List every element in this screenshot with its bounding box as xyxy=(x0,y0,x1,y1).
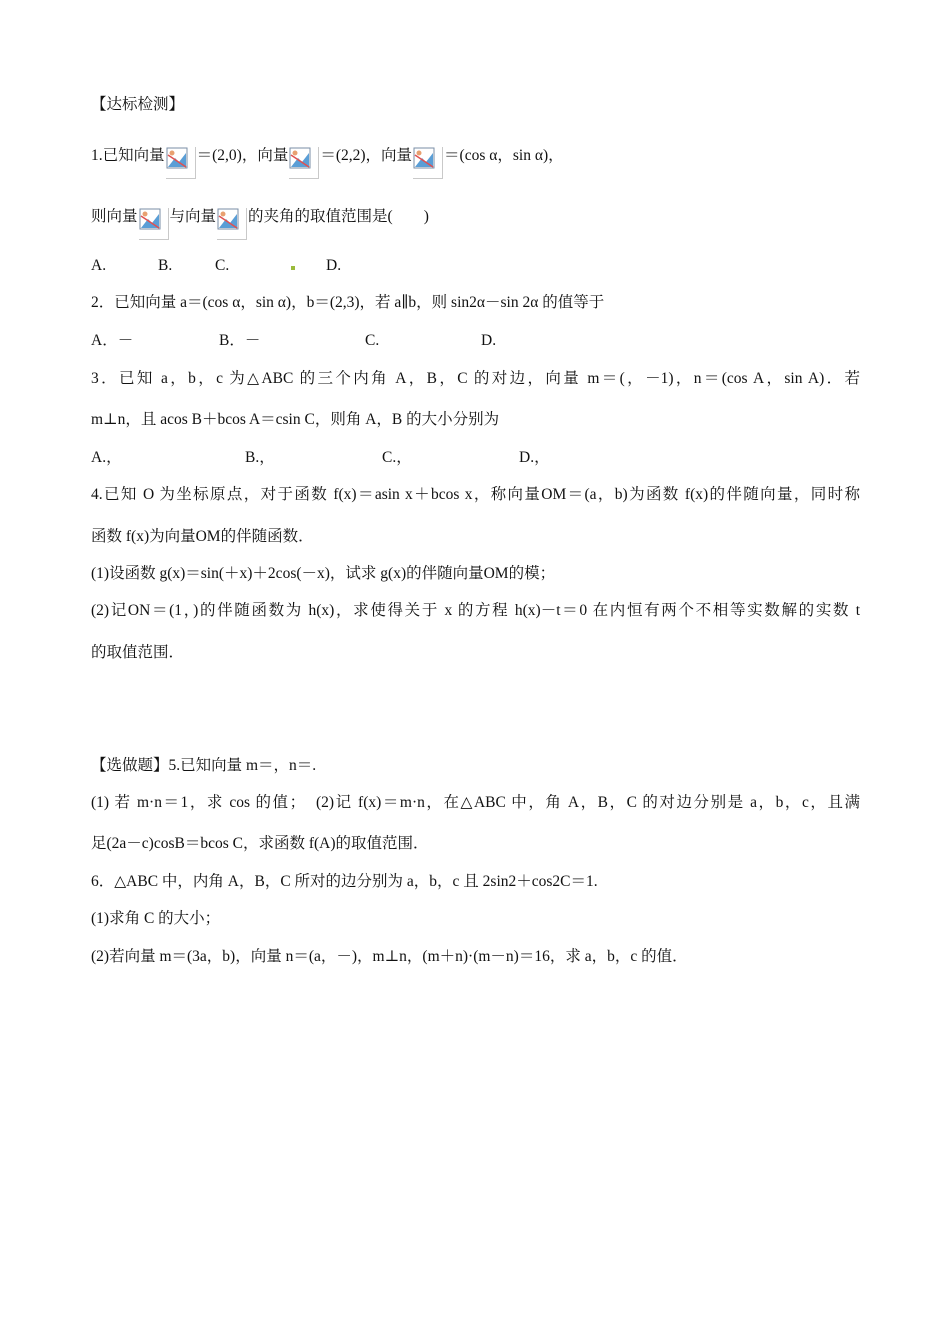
q3-line1: 3．已知 a，b，c 为△ABC 的三个内角 A，B，C 的对边，向量 m＝(，－1)，n＝(cos A，sin A)．若 xyxy=(91,370,860,387)
q1-line2 xyxy=(91,194,860,228)
q1-option-b: B. xyxy=(158,257,173,274)
q1-text-5: 则向量 xyxy=(91,208,138,225)
mark-dot xyxy=(291,266,295,270)
broken-image-icon xyxy=(217,208,247,240)
section-heading: 【达标检测】 xyxy=(91,96,185,113)
q4-line2: 函数 f(x)为向量OM的伴随函数． xyxy=(91,528,314,545)
q1-text-1: 1.已知向量 xyxy=(91,147,165,164)
q2-option-a: A．－ xyxy=(91,332,134,349)
broken-image-icon xyxy=(166,147,196,179)
q3-line2: m⊥n，且 acos B＋bcos A＝csin C，则角 A，B 的大小分别为 xyxy=(91,411,500,428)
q2-option-d: D. xyxy=(481,332,497,349)
q4-line1: 4.已知 O 为坐标原点，对于函数 f(x)＝asin x＋bcos x，称向量OM＝(a，b)为函数 f(x)的伴随向量，同时称 xyxy=(91,486,860,503)
q5-line2: (1) 若 m·n＝1，求 cos 的值； (2)记 f(x)＝m·n，在△ABC 中，角 A，B，C 的对边分别是 a，b，c，且满 xyxy=(91,794,860,811)
q5-line1: 【选做题】5.已知向量 m＝，n＝. xyxy=(91,757,317,774)
q2-option-c: C. xyxy=(365,332,380,349)
q5-line3: 足(2a－c)cosB＝bcos C，求函数 f(A)的取值范围． xyxy=(91,835,429,852)
q1-option-d: D. xyxy=(326,257,342,274)
q4-line5: 的取值范围． xyxy=(91,644,185,661)
q6-line1: 6．△ABC 中，内角 A，B，C 所对的边分别为 a，b，c 且 2sin2＋cos2C＝1. xyxy=(91,873,598,890)
q1-text-4: ＝(cos α，sin α)， xyxy=(444,147,564,164)
q1-text-7: 的夹角的取值范围是( ) xyxy=(248,208,429,225)
q3-option-b: B.， xyxy=(245,449,275,466)
q3-option-c: C.， xyxy=(382,449,412,466)
broken-image-icon xyxy=(413,147,443,179)
q1-line1 xyxy=(91,133,860,167)
q6-line2: (1)求角 C 的大小； xyxy=(91,910,221,927)
q1-option-c: C. xyxy=(215,257,230,274)
q4-line4: (2)记ON＝(1，)的伴随函数为 h(x)，求使得关于 x 的方程 h(x)－t＝0 在内恒有两个不相等实数解的实数 t xyxy=(91,602,860,619)
q1-text-6: 与向量 xyxy=(169,208,217,225)
q2-option-b: B．－ xyxy=(219,332,261,349)
q4-line3: (1)设函数 g(x)＝sin(＋x)＋2cos(－x)，试求 g(x)的伴随向量OM的模； xyxy=(91,565,556,582)
q1-option-a: A. xyxy=(91,257,107,274)
q2-text: 2．已知向量 a＝(cos α，sin α)，b＝(2,3)，若 a∥b，则 sin2α－sin 2α 的值等于 xyxy=(91,294,605,311)
q1-text-3: ＝(2,2)，向量 xyxy=(320,147,413,164)
broken-image-icon xyxy=(139,208,169,240)
q3-option-a: A.， xyxy=(91,449,122,466)
q1-text-2: ＝(2,0)，向量 xyxy=(196,147,289,164)
q3-option-d: D.， xyxy=(519,449,550,466)
broken-image-icon xyxy=(289,147,319,179)
q6-line3: (2)若向量 m＝(3a，b)，向量 n＝(a，－)，m⊥n，(m＋n)·(m－n)＝16，求 a，b，c 的值． xyxy=(91,948,688,965)
